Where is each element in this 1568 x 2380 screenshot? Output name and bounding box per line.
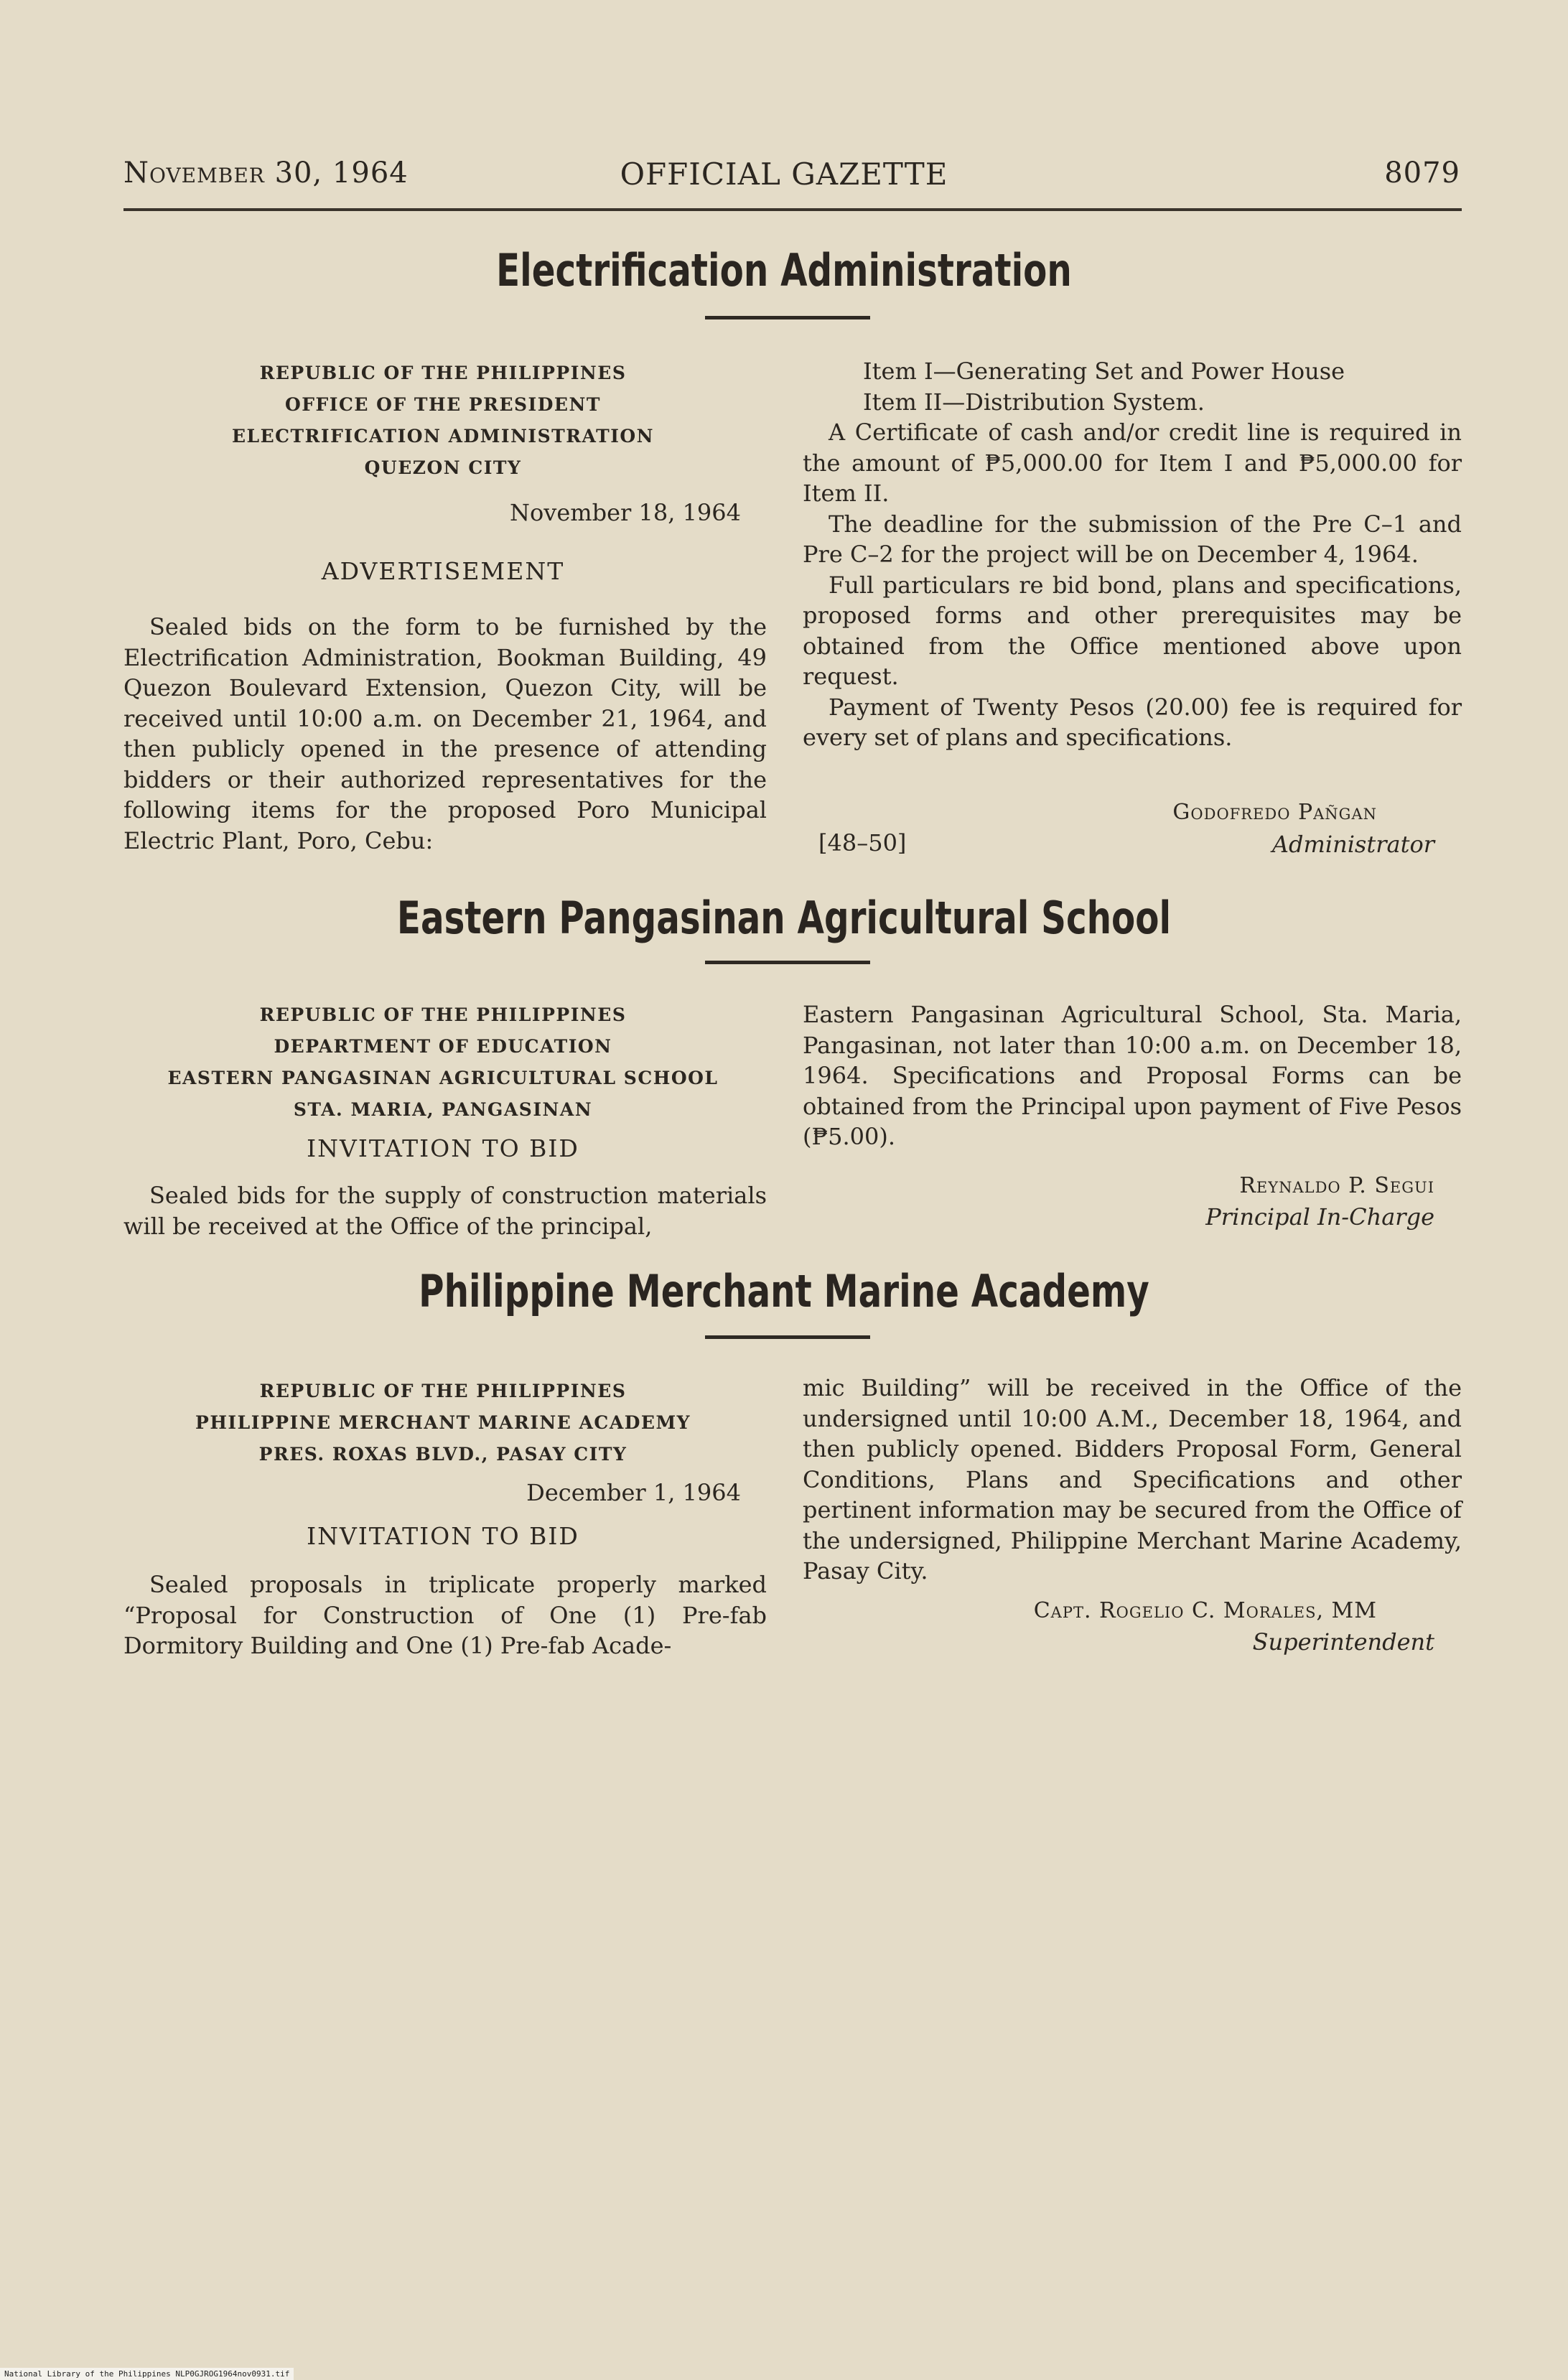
notice-body-left: Sealed proposals in triplicate properly marked “Proposal for Construction of One (1) Pre-fab Dormitory Building and One (1) Pre-fab Acade-	[123, 1571, 767, 1659]
notice-body-right: mic Building” will be received in the Office of the undersigned until 10:00 A.M., December 18, 1964, and then publicly opened. Bidders Proposal Form, General Conditions, Plans and Specifications and other pertinent information may be secured from the Office of the undersigned, Philippine Merchant Marine Academy, Pasay City.	[803, 1374, 1462, 1585]
section-title-pmma: Philippine Merchant Marine Academy	[419, 1265, 1149, 1317]
notice-heading: ADVERTISEMENT	[321, 557, 565, 585]
letterhead-electrification: REPUBLIC OF THE PHILIPPINES OFFICE OF THE PRESIDENT ELECTRIFICATION ADMINISTRATION QUEZON CITY	[231, 363, 655, 478]
notice-date: December 1, 1964	[526, 1479, 741, 1506]
publication-title: OFFICIAL GAZETTE	[620, 157, 948, 192]
signatory-name: Godofredo Pañgan	[1172, 800, 1377, 825]
notice-body-left: Sealed bids on the form to be furnished by the Electrification Administration, Bookman Building, 49 Quezon Boulevard Extension, Quezon City, will be received until 10:00 a.m. on December 21, 1964, and then publicly opened in the presence of attending bidders or their authorized representatives for the following items for the proposed Poro Municipal Electric Plant, Poro, Cebu:	[123, 613, 767, 854]
notice-date: November 18, 1964	[509, 499, 741, 526]
signatory-title: Administrator	[1271, 831, 1434, 858]
title-underline	[705, 961, 870, 964]
title-underline	[705, 316, 870, 319]
letterhead-pmma: REPUBLIC OF THE PHILIPPINES PHILIPPINE MERCHANT MARINE ACADEMY PRES. ROXAS BLVD., PASAY CITY	[195, 1381, 691, 1465]
notice-heading: INVITATION TO BID	[307, 1522, 579, 1550]
scan-footer: National Library of the Philippines NLP0GJROG1964nov0931.tif	[0, 2368, 294, 2380]
letterhead-pangasinan: REPUBLIC OF THE PHILIPPINES DEPARTMENT OF EDUCATION EASTERN PANGASINAN AGRICULTURAL SCHOOL STA. MARIA, PANGASINAN	[167, 1004, 719, 1120]
signatory-name: Reynaldo P. Segui	[1239, 1173, 1434, 1198]
signatory-name: Capt. Rogelio C. Morales, MM	[1033, 1598, 1377, 1623]
section-title-electrification: Electrification Administration	[496, 244, 1072, 297]
notice-body-left: Sealed bids for the supply of construction materials will be received at the Office of the principal,	[123, 1182, 767, 1240]
title-underline	[705, 1335, 870, 1339]
signatory-title: Superintendent	[1252, 1628, 1434, 1656]
notice-body-right: Eastern Pangasinan Agricultural School, Sta. Maria, Pangasinan, not later than 10:00 a.m. on December 18, 1964. Specifications and Proposal Forms can be obtained from the Principal upon payment of Five Pesos (₱5.00).	[803, 1001, 1462, 1150]
notice-body-right: Item I—Generating Set and Power House Item II—Distribution System. A Certificate of cash and/or credit line is required in the amount of ₱5,000.00 for Item I and ₱5,000.00 for Item II. The deadline for the submission of the Pre C–1 and Pre C–2 for the project will be on December 4, 1964. Full particulars re bid bond, plans and specifications, proposed forms and other prerequisites may be obtained from the Office mentioned above upon request. Payment of Twenty Pesos (20.00) fee is required for every set of plans and specifications.	[803, 358, 1462, 751]
section-title-pangasinan: Eastern Pangasinan Agricultural School	[396, 892, 1172, 944]
header-date: November 30, 1964	[123, 157, 409, 190]
reference-number: [48–50]	[818, 829, 907, 857]
page-number: 8079	[1384, 157, 1460, 190]
header-rule	[123, 208, 1462, 211]
signatory-title: Principal In-Charge	[1205, 1203, 1434, 1231]
notice-heading: INVITATION TO BID	[307, 1134, 579, 1162]
